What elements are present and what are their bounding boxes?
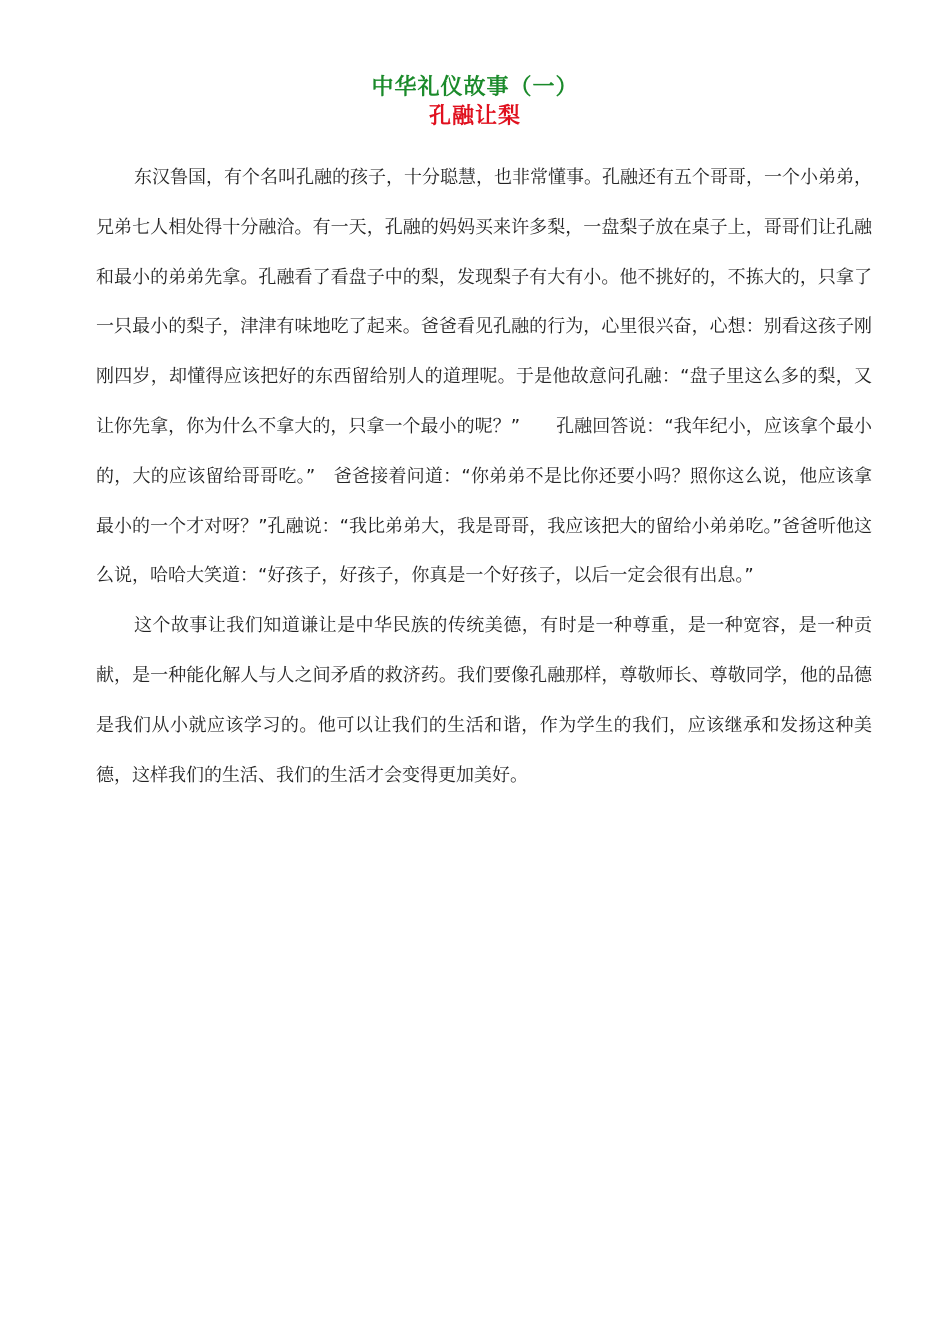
title-block: [0, 72, 950, 130]
story-paragraph: 东汉鲁国，有个名叫孔融的孩子，十分聪慧，也非常懂事。孔融还有五个哥哥，一个小弟弟，兄弟七人相处得十分融洽。有一天，孔融的妈妈买来许多梨，一盘梨子放在桌子上，哥哥们让孔融和最小的弟弟先拿。孔融看了看盘子中的梨，发现梨子有大有小。他不挑好的，不拣大的，只拿了一只最小的梨子，津津有味地吃了起来。爸爸看见孔融的行为，心里很兴奋，心想：别看这孩子刚刚四岁，却懂得应该把好的东西留给别人的道理呢。于是他故意问孔融：“盘子里这么多的梨，又让你先拿，你为什么不拿大的，只拿一个最小的呢？” 孔融回答说：“我年纪小，应该拿个最小的，大的应该留给哥哥吃。” 爸爸接着问道：“你弟弟不是比你还要小吗？照你这么说，他应该拿最小的一个才对呀？”孔融说：“我比弟弟大，我是哥哥，我应该把大的留给小弟弟吃。”爸爸听他这么说，哈哈大笑道：“好孩子，好孩子，你真是一个好孩子，以后一定会很有出息。”: [96, 167, 872, 587]
series-title: 中华礼仪故事（一）: [371, 74, 579, 100]
story-title: 孔融让梨: [428, 103, 521, 129]
moral-paragraph: 这个故事让我们知道谦让是中华民族的传统美德，有时是一种尊重，是一种宽容，是一种贡献，是一种能化解人与人之间矛盾的救济药。我们要像孔融那样，尊敬师长、尊敬同学，他的品德是我们从小就应该学习的。他可以让我们的生活和谐，作为学生的我们，应该继承和发扬这种美德，这样我们的生活、我们的生活才会变得更加美好。: [96, 615, 872, 786]
story-body: [96, 153, 872, 800]
